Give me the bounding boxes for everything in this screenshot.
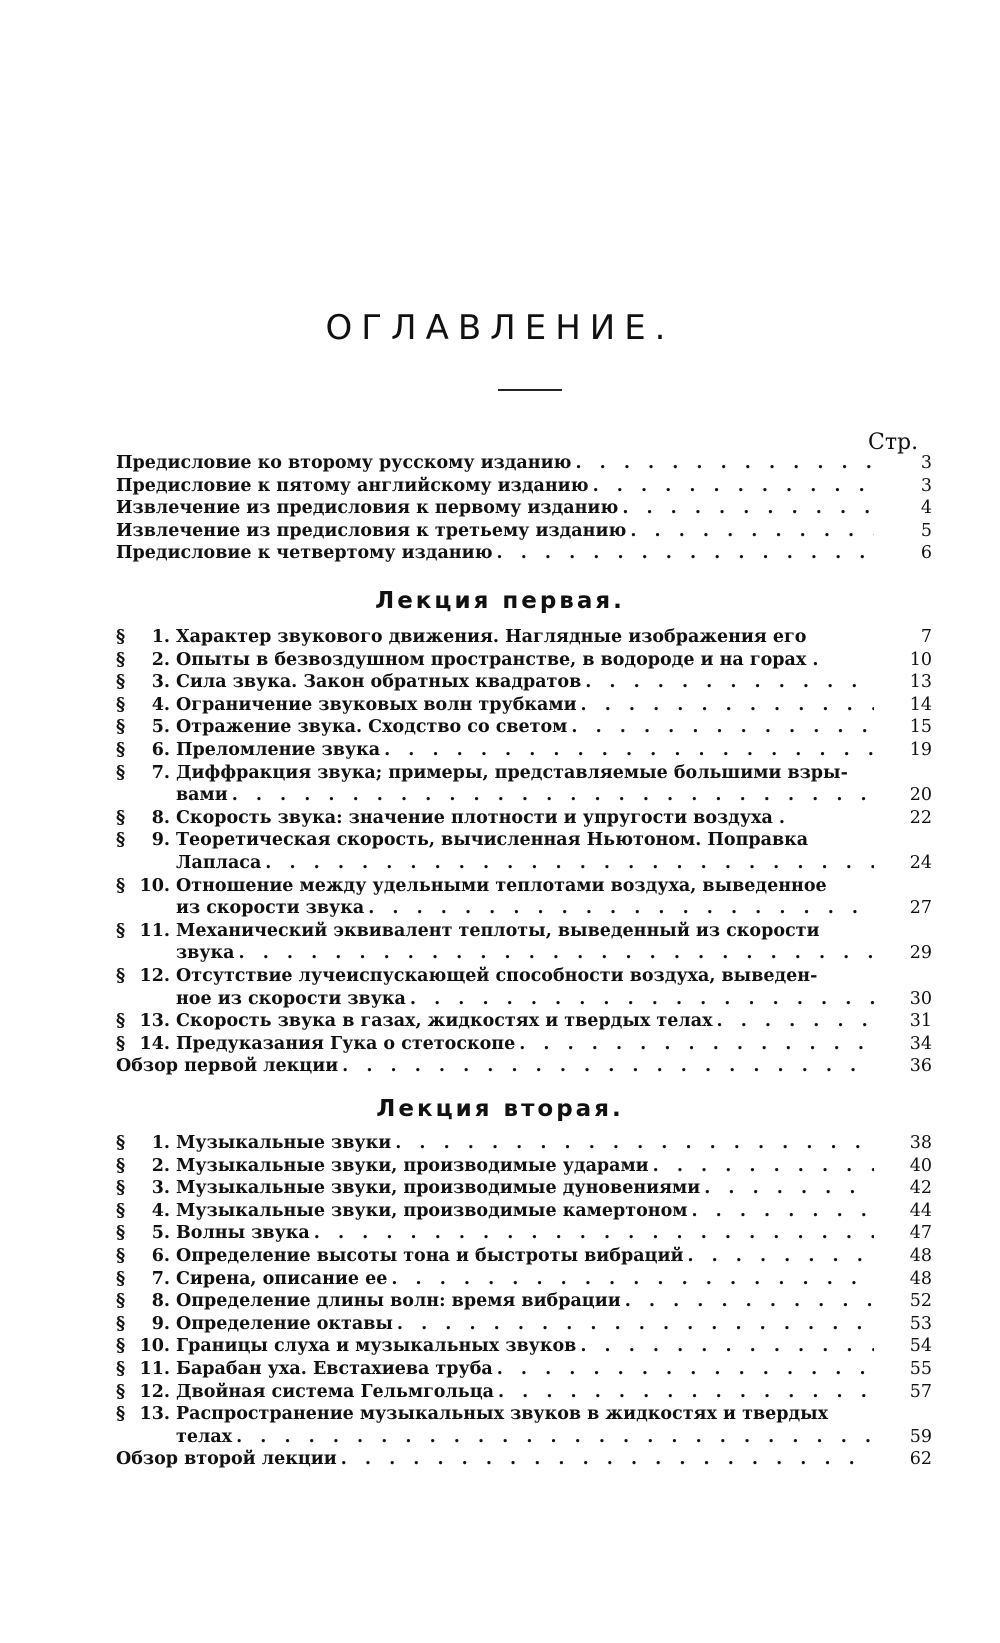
entry-body [116,1055,874,1078]
section-sign: § [116,830,126,851]
title-divider [498,389,562,391]
page-number: 5 [920,520,932,541]
entry-body [176,716,874,739]
entry-title: Скорость звука в газах, жидкостях и твердых телах [176,1011,713,1032]
toc-entry[interactable] [116,649,932,672]
dot-leader [235,942,874,965]
section-sign: § [116,649,126,670]
dot-leader [700,1177,874,1200]
entry-title: Преломление звука [176,739,381,760]
toc-entry[interactable] [116,1132,932,1155]
section-sign: § [116,1223,126,1244]
dot-leader [713,1010,874,1033]
entry-title-line [176,784,874,807]
page-number: 59 [909,1426,932,1447]
entry-title: Ограничение звуковых волн трубками [176,694,577,715]
page-number: 48 [909,1245,932,1266]
toc-entry[interactable] [116,1200,932,1223]
entry-body [176,875,874,920]
entry-title: Предисловие к пятому английскому изданию [116,475,589,496]
entry-title: Отражение звука. Сходство со светом [176,717,568,738]
dot-leader [589,475,874,498]
dot-leader [337,1448,874,1471]
toc-entry[interactable] [116,475,932,498]
entry-number: 4. [151,694,170,715]
page-number: 24 [909,852,932,873]
section-sign: § [116,1245,126,1266]
entry-title-line [176,1313,874,1336]
dot-leader [626,520,874,543]
entry-body [176,1335,874,1358]
page-number: 52 [909,1291,932,1312]
entry-number: 13. [139,1011,170,1032]
dot-leader [338,1055,874,1078]
dot-leader [494,1381,874,1404]
entry-title-line [176,1268,874,1291]
entry-number: 7. [151,762,170,783]
section-sign: § [116,1178,126,1199]
entry-body [176,807,874,830]
page-number: 40 [909,1155,932,1176]
entry-title: звука [176,943,235,964]
dot-leader [387,1268,874,1291]
entry-body [176,1155,874,1178]
page-number: 19 [909,739,932,760]
toc-entry[interactable] [116,807,932,830]
toc-lecture-1 [116,626,932,1078]
toc-entry[interactable] [116,875,932,920]
entry-number: 9. [151,830,170,851]
section-sign: § [116,1200,126,1221]
entry-body [116,497,874,520]
page-number: 42 [909,1178,932,1199]
page-number: 47 [909,1223,932,1244]
section-sign: § [116,1358,126,1379]
entry-number: 12. [139,965,170,986]
section-sign: § [116,875,126,896]
dot-leader [391,1132,874,1155]
page-number: 13 [909,672,932,693]
entry-title-line1: Распространение музыкальных звуков в жидкостях и твердых [176,1404,829,1425]
entry-title: вами [176,785,228,806]
toc-entry[interactable] [116,1222,932,1245]
entry-body [176,1290,874,1313]
entry-title-line [116,1055,874,1078]
dot-leader [576,1335,874,1358]
toc-entry[interactable] [116,497,932,520]
section-sign: § [116,920,126,941]
page-title: ОГЛАВЛЕНИЕ. [325,308,675,348]
entry-body [116,542,874,565]
entry-title-line [116,452,874,475]
dot-leader [618,497,874,520]
section-sign: § [116,1313,126,1334]
page-number: 6 [920,543,932,564]
dot-leader [577,694,874,717]
entry-number: 9. [151,1313,170,1334]
entry-title-line [176,1245,874,1268]
entry-title-line [176,1426,874,1449]
entry-body [176,1033,874,1056]
entry-title-line [116,1448,874,1471]
entry-title: Предуказания Гука о стетоскопе [176,1033,516,1054]
entry-body [176,1381,874,1404]
lecture-summary-entry[interactable] [116,1055,932,1078]
toc-entry[interactable] [116,1245,932,1268]
entry-title: Барабан уха. Евстахиева труба [176,1358,493,1379]
lecture-2-heading: Лекция вторая. [376,1096,624,1122]
toc-entry[interactable] [116,452,932,475]
entry-title-line [116,542,874,565]
entry-title-line [116,497,874,520]
section-sign: § [116,1268,126,1289]
entry-body [176,694,874,717]
entry-number: 4. [151,1200,170,1221]
page-number: 55 [909,1358,932,1379]
entry-title: Предисловие ко второму русскому изданию [116,453,572,473]
entry-title-line1: Отсутствие лучеиспускающей способности воздуха, выведен- [176,965,818,986]
entry-title: Границы слуха и музыкальных звуков [176,1336,577,1357]
dot-leader [380,739,874,762]
toc-entry[interactable] [116,716,932,739]
entry-body [176,829,874,874]
dot-leader [228,784,874,807]
toc-entry[interactable] [116,520,932,543]
entry-number: 5. [151,1223,170,1244]
entry-body [176,739,874,762]
entry-number: 2. [151,649,170,670]
section-sign: § [116,1336,126,1357]
entry-title-line [176,1335,874,1358]
entry-title-line [176,897,874,920]
toc-entry[interactable] [116,1313,932,1336]
section-sign: § [116,1155,126,1176]
entry-title-line [176,1177,874,1200]
entry-body [116,1448,874,1471]
page-number: 44 [909,1200,932,1221]
entry-title: Определение длины волн: время вибрации [176,1291,621,1312]
entry-title: Характер звукового движения. Наглядные изображения его [176,627,807,647]
section-sign: § [116,672,126,693]
toc-entry[interactable] [116,1010,932,1033]
entry-title-line1: Механический эквивалент теплоты, выведенный из скорости [176,920,820,941]
page-number: 15 [909,717,932,738]
entry-body [176,1403,874,1448]
entry-title-line [176,694,874,717]
toc-entry[interactable] [116,1033,932,1056]
entry-number: 11. [139,1358,170,1379]
page-number: 20 [909,785,932,806]
entry-title-line [176,942,874,965]
page-number: 10 [909,649,932,670]
dot-leader [406,988,874,1011]
entry-title-line1: Теоретическая скорость, вычисленная Ньютоном. Поправка [176,830,809,851]
page-number: 14 [909,694,932,715]
section-sign: § [116,807,126,828]
entry-title-line [176,649,874,672]
dot-leader [581,671,874,694]
entry-title-line [176,1381,874,1404]
entry-title: Извлечение из предисловия к третьему изданию [116,520,627,541]
entry-number: 14. [139,1033,170,1054]
section-sign: § [116,1381,126,1402]
entry-title: Обзор первой лекции [116,1056,339,1077]
dot-leader [310,1222,874,1245]
entry-title: Двойная система Гельмгольца [176,1381,494,1402]
entry-title-line [176,1010,874,1033]
page-number: 3 [920,475,932,496]
entry-body [176,1268,874,1291]
section-sign: § [116,762,126,783]
toc-entry[interactable] [116,1381,932,1404]
entry-title-line [176,1222,874,1245]
dot-leader [364,897,874,920]
toc-entry[interactable] [116,1290,932,1313]
dot-leader [493,1358,874,1381]
page-number: 54 [909,1336,932,1357]
section-sign: § [116,1291,126,1312]
page-number: 62 [909,1449,932,1470]
section-sign: § [116,627,126,647]
entry-number: 11. [139,920,170,941]
entry-title-line1: Диффракция звука; примеры, представляемые большими взры- [176,762,848,783]
entry-number: 2. [151,1155,170,1176]
entry-body [176,1245,874,1268]
entry-title: телах [176,1426,233,1447]
entry-title-line [176,716,874,739]
page-number: 48 [909,1268,932,1289]
entry-title: Музыкальные звуки [176,1133,392,1153]
toc-entry[interactable] [116,671,932,694]
entry-title-line [176,1200,874,1223]
entry-number: 8. [151,807,170,828]
dot-leader [567,716,874,739]
entry-title-line [176,1358,874,1381]
entry-body [176,1177,874,1200]
lecture-summary-entry[interactable] [116,1448,932,1471]
page-number: 57 [909,1381,932,1402]
entry-title-line [176,852,874,875]
dot-leader [393,1313,874,1336]
entry-body [176,671,874,694]
page-number: 27 [909,898,932,919]
entry-title: Скорость звука: значение плотности и упругости воздуха . [176,807,785,828]
toc-entry[interactable] [116,1335,932,1358]
toc-entry[interactable] [116,920,932,965]
entry-title-line [176,1290,874,1313]
entry-number: 10. [139,1336,170,1357]
entry-title: Музыкальные звуки, производимые камертоном [176,1200,688,1221]
section-sign: § [116,1133,126,1153]
toc-entry[interactable] [116,965,932,1010]
entry-title: Определение октавы [176,1313,393,1334]
entry-title: Предисловие к четвертому изданию [116,543,493,564]
entry-body [176,920,874,965]
toc-entry[interactable] [116,626,932,649]
dot-leader [232,1426,874,1449]
toc-entry[interactable] [116,739,932,762]
entry-number: 6. [151,739,170,760]
section-sign: § [116,1011,126,1032]
entry-number: 13. [139,1404,170,1425]
entry-title: Лапласа [176,852,262,873]
entry-number: 8. [151,1291,170,1312]
section-sign: § [116,694,126,715]
entry-number: 5. [151,717,170,738]
entry-title-line [176,988,874,1011]
dot-leader [683,1245,874,1268]
toc-entry[interactable] [116,1358,932,1381]
entry-title: Опыты в безвоздушном пространстве, в водороде и на горах . [176,649,819,670]
entry-body [176,1222,874,1245]
entry-title: Музыкальные звуки, производимые дуновениями [176,1178,701,1199]
section-sign: § [116,717,126,738]
entry-body [176,965,874,1010]
section-sign: § [116,965,126,986]
entry-body [116,475,874,498]
page-number: 38 [909,1133,932,1153]
toc-prefaces [116,452,932,565]
page-number: 34 [909,1033,932,1054]
dot-leader [621,1290,874,1313]
entry-number: 6. [151,1245,170,1266]
entry-title: Волны звука [176,1223,310,1244]
entry-body [176,649,874,672]
lecture-1-heading: Лекция первая. [375,588,625,614]
entry-body [176,1200,874,1223]
toc-entry[interactable] [116,1177,932,1200]
page-number: 30 [909,988,932,1009]
dot-leader [261,852,874,875]
entry-title: Музыкальные звуки, производимые ударами [176,1155,649,1176]
toc-entry[interactable] [116,762,932,807]
entry-body [176,626,874,649]
entry-body [176,1132,874,1155]
toc-entry[interactable] [116,829,932,874]
page-number: 22 [909,807,932,828]
entry-body [116,452,874,475]
dot-leader [572,452,875,475]
toc-entry[interactable] [116,1403,932,1448]
dot-leader [515,1033,874,1056]
toc-entry[interactable] [116,1155,932,1178]
toc-entry[interactable] [116,542,932,565]
page-number: 4 [920,498,932,519]
entry-title-line [176,1155,874,1178]
entry-title: ное из скорости звука [176,988,406,1009]
section-sign: § [116,1404,126,1425]
entry-title-line [176,671,874,694]
dot-leader [649,1155,874,1178]
page-number: 31 [909,1011,932,1032]
entry-number: 12. [139,1381,170,1402]
page-number: 36 [909,1056,932,1077]
entry-title-line1: Отношение между удельными теплотами воздуха, выведенное [176,875,827,896]
entry-title: Извлечение из предисловия к первому изданию [116,498,619,519]
toc-entry[interactable] [116,694,932,717]
entry-number: 10. [139,875,170,896]
entry-number: 3. [151,1178,170,1199]
entry-body [116,520,874,543]
toc-entry[interactable] [116,1268,932,1291]
entry-title-line [176,1033,874,1056]
entry-title: Определение высоты тона и быстроты вибраций [176,1245,684,1266]
entry-number: 1. [151,1133,170,1153]
toc-lecture-2 [116,1132,932,1471]
entry-title-line [176,807,874,830]
entry-body [176,1313,874,1336]
entry-number: 7. [151,1268,170,1289]
page-number: 7 [920,627,932,647]
entry-title-line [176,626,874,649]
section-sign: § [116,739,126,760]
dot-leader [687,1200,874,1223]
entry-title: Сирена, описание ее [176,1268,388,1289]
entry-title: Обзор второй лекции [116,1449,337,1470]
entry-title-line [116,475,874,498]
entry-title: из скорости звука [176,898,365,919]
entry-title-line [176,1132,874,1155]
entry-title: Сила звука. Закон обратных квадратов [176,672,582,693]
entry-number: 3. [151,672,170,693]
entry-title-line [176,739,874,762]
entry-body [176,1358,874,1381]
page-number: 3 [920,453,932,473]
entry-number: 1. [151,627,170,647]
entry-body [176,1010,874,1033]
entry-body [176,762,874,807]
page-number: 29 [909,943,932,964]
entry-title-line [116,520,874,543]
page-column-label: Стр. [868,430,919,455]
page-number: 53 [909,1313,932,1334]
dot-leader [493,542,874,565]
section-sign: § [116,1033,126,1054]
